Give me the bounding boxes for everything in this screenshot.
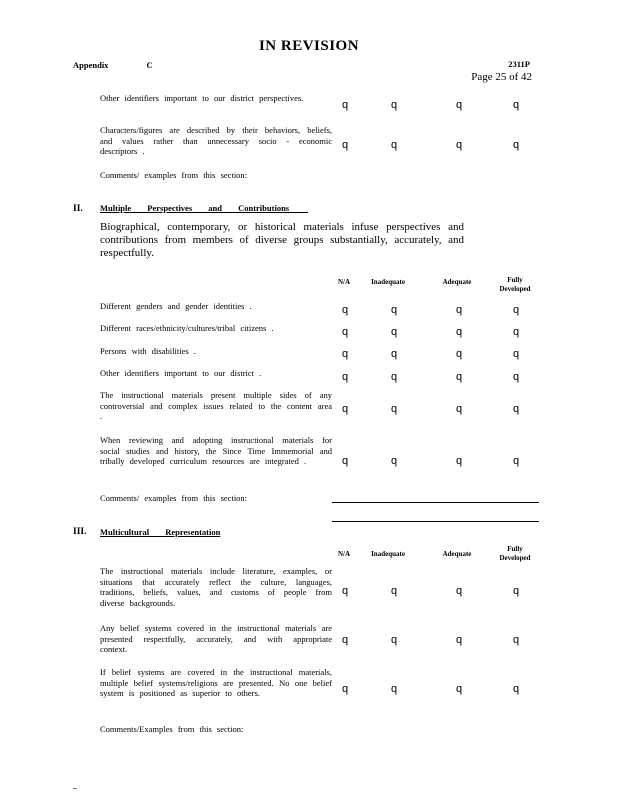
column-header-developed: Developed: [499, 285, 531, 293]
column-header-inadequate: Inadequate: [371, 278, 405, 286]
rating-checkbox-adequate[interactable]: q: [455, 683, 463, 695]
column-header-developed: Developed: [499, 554, 531, 562]
column-header-fully: Fully: [507, 545, 523, 553]
section-title-underline: [258, 212, 308, 213]
appendix-label: [73, 60, 191, 70]
section-description: Biographical, contemporary, or historical materials infuse perspectives and contributions from members of diverse groups substantially, accurately, and respectfully.: [100, 221, 464, 259]
section-title-underline: [190, 536, 220, 537]
criterion-text: Persons with disabilities .: [100, 346, 196, 356]
column-header-adequate: Adequate: [442, 278, 472, 286]
criterion-text: The instructional materials present multiple sides of any controversial and complex issues related to the content area .: [100, 390, 332, 421]
rating-checkbox-inadequate[interactable]: q: [390, 683, 398, 695]
rating-checkbox-na[interactable]: q: [341, 371, 349, 383]
rating-checkbox-fully-developed[interactable]: q: [512, 455, 520, 467]
criterion-text: Other identifiers important to our district .: [100, 368, 262, 378]
column-header-fully: Fully: [507, 276, 523, 284]
rating-checkbox-fully-developed[interactable]: q: [512, 634, 520, 646]
criterion-text: When reviewing and adopting instructional materials for social studies and history, the Since Time Immemorial and tribally developed curriculum resources are integrated .: [100, 435, 332, 466]
rating-checkbox-fully-developed[interactable]: q: [512, 304, 520, 316]
appendix-word: Appendix: [73, 60, 109, 70]
rating-checkbox-adequate[interactable]: q: [455, 139, 463, 151]
comments-label: Comments/Examples from this section:: [100, 724, 244, 734]
section-title: Multicultural Representation: [100, 527, 221, 537]
criterion-text: If belief systems are covered in the instructional materials, multiple belief systems/religions are presented. No one belief system is positioned as superior to others.: [100, 667, 332, 698]
column-header-na: N/A: [337, 550, 351, 558]
comment-line[interactable]: [332, 521, 539, 522]
rating-checkbox-adequate[interactable]: q: [455, 403, 463, 415]
rating-checkbox-inadequate[interactable]: q: [390, 304, 398, 316]
rating-checkbox-inadequate[interactable]: q: [390, 139, 398, 151]
column-header-inadequate: Inadequate: [371, 550, 405, 558]
rating-checkbox-inadequate[interactable]: q: [390, 455, 398, 467]
column-header-fully-developed: [490, 545, 540, 563]
rating-checkbox-inadequate[interactable]: q: [390, 326, 398, 338]
comments-label: Comments/ examples from this section:: [100, 493, 248, 503]
column-header-adequate: Adequate: [442, 550, 472, 558]
comments-label: Comments/ examples from this section:: [100, 170, 248, 180]
appendix-letter: C: [146, 60, 153, 70]
criterion-text: Different races/ethnicity/cultures/tribal citizens .: [100, 323, 274, 333]
rating-checkbox-adequate[interactable]: q: [455, 585, 463, 597]
rating-checkbox-fully-developed[interactable]: q: [512, 139, 520, 151]
rating-checkbox-fully-developed[interactable]: q: [512, 585, 520, 597]
rating-checkbox-fully-developed[interactable]: q: [512, 99, 520, 111]
rating-checkbox-inadequate[interactable]: q: [390, 585, 398, 597]
rating-checkbox-na[interactable]: q: [341, 455, 349, 467]
rating-checkbox-inadequate[interactable]: q: [390, 403, 398, 415]
rating-checkbox-fully-developed[interactable]: q: [512, 403, 520, 415]
section-number: III.: [73, 527, 87, 537]
rating-checkbox-na[interactable]: q: [341, 348, 349, 360]
rating-checkbox-adequate[interactable]: q: [455, 99, 463, 111]
rating-checkbox-adequate[interactable]: q: [455, 304, 463, 316]
rating-checkbox-na[interactable]: q: [341, 403, 349, 415]
footer-mark: [73, 788, 77, 789]
rating-checkbox-na[interactable]: q: [341, 326, 349, 338]
rating-checkbox-inadequate[interactable]: q: [390, 99, 398, 111]
criterion-text: Any belief systems covered in the instructional materials are presented respectfully, accurately, and with appropriate context.: [100, 623, 332, 654]
criterion-text: Characters/figures are described by their behaviors, beliefs, and values rather than unnecessary socio - economic descriptors .: [100, 125, 332, 156]
rating-checkbox-na[interactable]: q: [341, 139, 349, 151]
column-header-na: N/A: [337, 278, 351, 286]
rating-checkbox-inadequate[interactable]: q: [390, 371, 398, 383]
rating-checkbox-inadequate[interactable]: q: [390, 348, 398, 360]
rating-checkbox-na[interactable]: q: [341, 99, 349, 111]
section-title: Multiple Perspectives and Contributions: [100, 203, 290, 213]
document-code: 2311P: [508, 59, 530, 69]
rating-checkbox-adequate[interactable]: q: [455, 326, 463, 338]
rating-checkbox-adequate[interactable]: q: [455, 455, 463, 467]
rating-checkbox-fully-developed[interactable]: q: [512, 348, 520, 360]
rating-checkbox-fully-developed[interactable]: q: [512, 371, 520, 383]
rating-checkbox-na[interactable]: q: [341, 683, 349, 695]
rating-checkbox-na[interactable]: q: [341, 304, 349, 316]
criterion-text: Other identifiers important to our district perspectives.: [100, 93, 304, 103]
criterion-text: The instructional materials include literature, examples, or situations that accurately reflect the culture, languages, traditions, beliefs, values, and customs of people from diverse backgrounds.: [100, 566, 332, 608]
rating-checkbox-na[interactable]: q: [341, 634, 349, 646]
section-number: II.: [73, 204, 83, 214]
rating-checkbox-fully-developed[interactable]: q: [512, 326, 520, 338]
rating-checkbox-adequate[interactable]: q: [455, 634, 463, 646]
criterion-text: Different genders and gender identities .: [100, 301, 252, 311]
rating-checkbox-adequate[interactable]: q: [455, 348, 463, 360]
rating-checkbox-adequate[interactable]: q: [455, 371, 463, 383]
page-number: Page 25 of 42: [471, 71, 532, 83]
rating-checkbox-na[interactable]: q: [341, 585, 349, 597]
column-header-fully-developed: [490, 276, 540, 294]
rating-checkbox-inadequate[interactable]: q: [390, 634, 398, 646]
comment-line[interactable]: [332, 502, 539, 503]
rating-checkbox-fully-developed[interactable]: q: [512, 683, 520, 695]
document-status-title: IN REVISION: [258, 38, 360, 54]
